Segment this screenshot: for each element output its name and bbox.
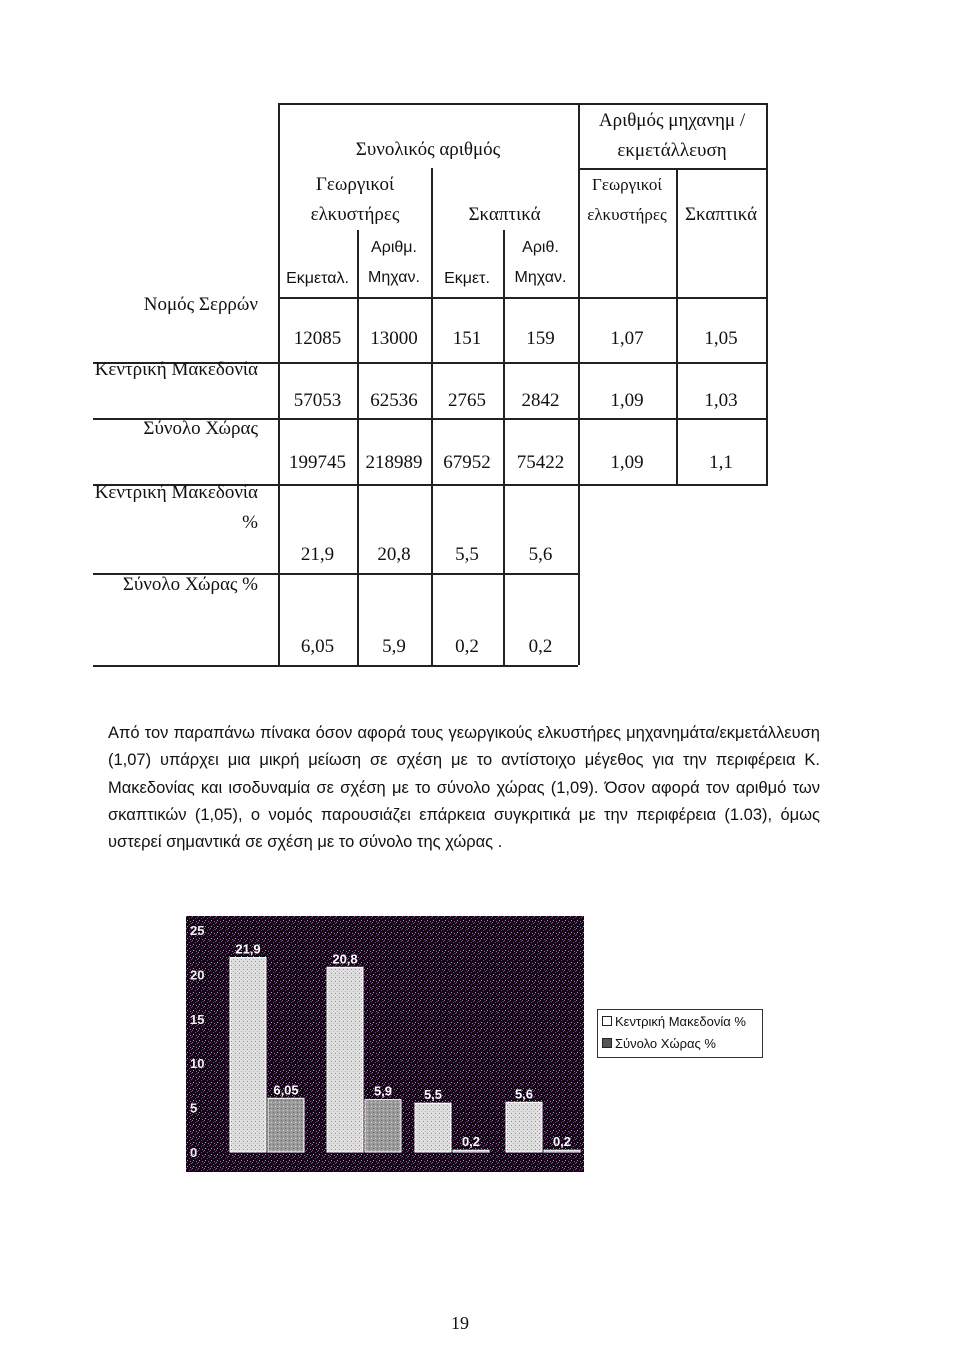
table-cell: 218989 (365, 452, 423, 473)
header-tractors-ratio: Γεωργικοί ελκυστήρες (587, 175, 667, 224)
data-label: 5,9 (373, 1083, 393, 1099)
table-cell: 159 (526, 328, 555, 349)
header-ratio: Αριθμός μηχανημ / εκμετάλλευση (598, 110, 746, 161)
header-sub-machines-2: Αριθ. Μηχαν. (514, 239, 567, 286)
table-cell: 5,5 (455, 544, 479, 565)
bar-central-macedonia (415, 1103, 451, 1152)
header-sub-machines-1: Αριθμ. Μηχαν. (368, 239, 420, 286)
table-cell: 1,09 (610, 452, 644, 473)
bar-country-total (544, 1150, 580, 1152)
row-label-serres: Νομός Σερρών (143, 294, 258, 315)
data-label: 6,05 (273, 1082, 299, 1098)
header-cultivators: Σκαπτικά (468, 204, 541, 225)
y-tick-label: 15 (190, 1011, 205, 1027)
legend-item-country-total (598, 1032, 762, 1054)
y-tick-label: 10 (190, 1056, 205, 1072)
table-cell: 1,03 (704, 390, 738, 411)
data-label: 0,2 (552, 1134, 572, 1150)
table-cell: 12085 (293, 328, 342, 349)
table-cell: 67952 (443, 452, 491, 473)
bar-chart (186, 916, 584, 1172)
table-cell: 6,05 (300, 636, 335, 657)
table-cell: 13000 (370, 328, 418, 349)
header-sub-farms-2: Εκμετ. (444, 270, 490, 287)
table-cell: 21,9 (300, 544, 335, 565)
data-label: 5,5 (423, 1087, 443, 1103)
table-cell: 5,9 (382, 636, 406, 657)
body-paragraph (108, 720, 820, 856)
legend-swatch-light (602, 1016, 612, 1026)
y-tick-label: 25 (190, 923, 205, 938)
legend-label: Κεντρική Μακεδονία % (615, 1013, 746, 1029)
table-cell: 1,09 (610, 390, 644, 411)
bar-country-total (365, 1100, 401, 1152)
table-cell: 5,6 (528, 544, 553, 565)
page-number: 19 (451, 1313, 469, 1333)
legend-label: Σύνολο Χώρας % (615, 1035, 716, 1051)
table-cell: 199745 (289, 452, 346, 473)
legend-swatch-dark (602, 1038, 612, 1048)
bar-central-macedonia (327, 967, 363, 1152)
y-tick-label: 5 (190, 1100, 198, 1116)
bar-central-macedonia (230, 958, 266, 1152)
table-cell: 75422 (516, 452, 565, 473)
row-label-country-total: Σύνολο Χώρας (143, 418, 258, 439)
bar-country-total (268, 1098, 304, 1152)
bar-country-total (453, 1150, 489, 1152)
table-cell: 1,1 (709, 452, 733, 473)
header-sub-farms-1: Εκμεταλ. (286, 270, 349, 287)
table-cell: 151 (452, 328, 482, 349)
table-cell: 1,07 (610, 328, 644, 349)
data-label: 20,8 (332, 951, 358, 967)
bar-central-macedonia (506, 1102, 542, 1152)
chart-legend (597, 1009, 763, 1058)
data-label: 21,9 (235, 941, 261, 957)
y-tick-label: 0 (190, 1145, 198, 1160)
table-cell: 1,05 (704, 328, 738, 349)
data-label: 5,6 (514, 1086, 534, 1102)
table-cell: 0,2 (455, 636, 479, 657)
header-total-count: Συνολικός αριθμός (355, 139, 501, 160)
table-cell: 2842 (521, 390, 560, 411)
table-cell: 57053 (293, 390, 342, 411)
table-cell: 2765 (448, 390, 486, 411)
table-cell: 20,8 (377, 544, 411, 565)
paragraph-text: Από τον παραπάνω πίνακα όσον αφορά τους γεωργικούς ελκυστήρες μηχανημάτα/εκμετάλλευση (1,07) υπάρχει μια μικρή μείωση σε σχέση με το αντίστοιχο μέγεθος για την περιφέρεια Κ. Μακεδονίας και ισοδυναμία σε σχέση με το σύνολο χώρας (1,09). Όσον αφορά τον αριθμό των σκαπτικών (1,05), ο νομός παρουσιάζει επάρκεια συγκριτικά με την περιφέρεια (1.03), όμως υστερεί σημαντικά σε σχέση με το σύνολο της χώρας . (108, 724, 820, 852)
y-tick-label: 20 (190, 967, 205, 983)
table-cell: 62536 (370, 390, 418, 411)
legend-item-central-macedonia (598, 1010, 762, 1032)
header-cultivators-ratio: Σκαπτικά (684, 204, 758, 225)
row-label-country-total-pct: Σύνολο Χώρας % (122, 574, 258, 595)
row-label-central-macedonia: Κεντρική Μακεδονία (94, 359, 258, 380)
row-label-central-macedonia-pct: Κεντρική Μακεδονία % (94, 482, 258, 533)
table-cell: 0,2 (528, 636, 553, 657)
data-label: 0,2 (461, 1134, 481, 1150)
header-tractors: Γεωργικοί ελκυστήρες (310, 174, 400, 225)
